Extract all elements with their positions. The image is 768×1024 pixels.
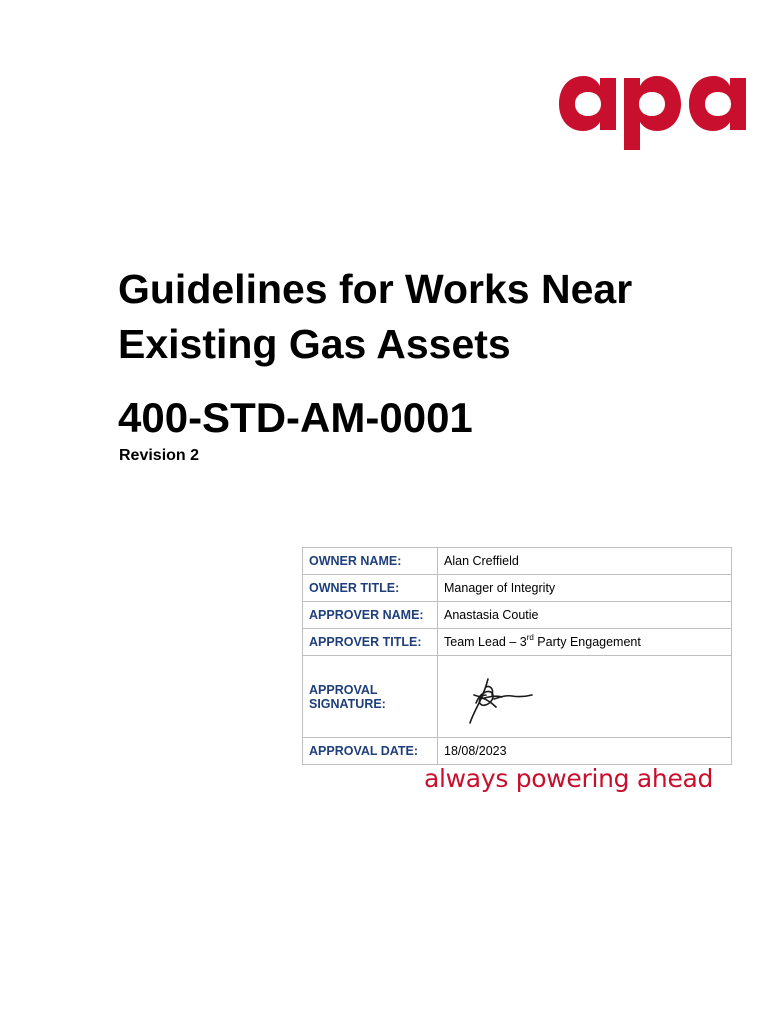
approval-date-label: APPROVAL DATE:: [303, 738, 438, 765]
brand-tagline: always powering ahead: [424, 764, 714, 793]
approver-name-value: Anastasia Coutie: [438, 602, 732, 629]
table-row-approval-date: [303, 738, 732, 765]
approver-title-superscript: rd: [526, 632, 534, 642]
table-row-approval-signature: [303, 656, 732, 738]
approval-table: [302, 547, 732, 765]
approval-signature-cell: [438, 656, 732, 738]
table-row-approver-title: [303, 629, 732, 656]
table-row-owner-name: [303, 548, 732, 575]
apa-logo: [556, 62, 752, 154]
approval-signature-label: APPROVAL SIGNATURE:: [303, 656, 438, 738]
owner-title-label: OWNER TITLE:: [303, 575, 438, 602]
table-row-owner-title: [303, 575, 732, 602]
table-row-approver-name: [303, 602, 732, 629]
approval-date-value: 18/08/2023: [438, 738, 732, 765]
owner-title-value: Manager of Integrity: [438, 575, 732, 602]
owner-name-label: OWNER NAME:: [303, 548, 438, 575]
document-number: 400-STD-AM-0001: [118, 394, 473, 441]
approver-name-label: APPROVER NAME:: [303, 602, 438, 629]
approver-title-suffix: Party Engagement: [533, 635, 641, 649]
document-title: [118, 262, 738, 372]
revision-label: Revision 2: [119, 447, 200, 464]
document-title-line-1: Guidelines for Works Near: [118, 266, 633, 312]
handwritten-signature: [466, 673, 546, 727]
document-title-line-2: Existing Gas Assets: [118, 321, 511, 367]
approver-title-label: APPROVER TITLE:: [303, 629, 438, 656]
owner-name-value: Alan Creffield: [438, 548, 732, 575]
approver-title-prefix: Team Lead – 3: [444, 635, 527, 649]
approver-title-value: [438, 629, 732, 656]
